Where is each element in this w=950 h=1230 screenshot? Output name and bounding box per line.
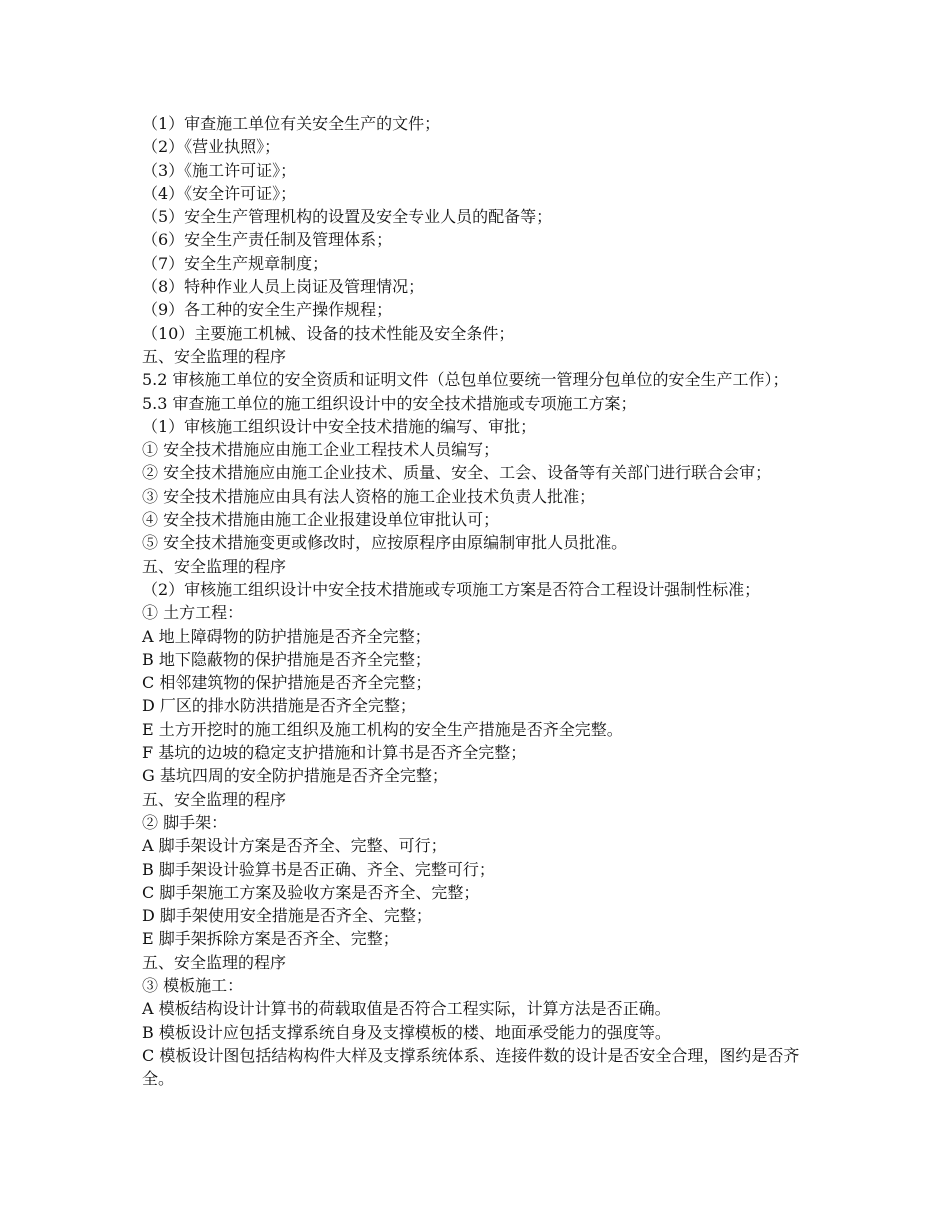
text-line: ⑤ 安全技术措施变更或修改时，应按原程序由原编制审批人员批准。	[142, 533, 628, 553]
text-line: （7）安全生产规章制度；	[142, 253, 329, 273]
section-heading: 五、安全监理的程序	[142, 556, 287, 576]
text-line: D 厂区的排水防洪措施是否齐全完整；	[142, 696, 416, 716]
text-line: （8）特种作业人员上岗证及管理情况；	[142, 277, 425, 297]
text-line: ③ 安全技术措施应由具有法人资格的施工企业技术负责人批准；	[142, 486, 596, 506]
text-line: C 脚手架施工方案及验收方案是否齐全、完整；	[142, 882, 480, 902]
text-line: C 模板设计图包括结构构件大样及支撑系统体系、连接件数的设计是否安全合理，图约是否齐全。	[142, 1045, 800, 1089]
text-line: （2）审核施工组织设计中安全技术措施或专项施工方案是否符合工程设计强制性标准；	[142, 579, 761, 599]
text-line: A 脚手架设计方案是否齐全、完整、可行；	[142, 836, 447, 856]
text-line: D 脚手架使用安全措施是否齐全、完整；	[142, 906, 432, 926]
section-heading: 五、安全监理的程序	[142, 789, 287, 809]
text-line: 5.3 审查施工单位的施工组织设计中的安全技术措施或专项施工方案；	[142, 393, 637, 413]
text-line: B 地下隐蔽物的保护措施是否齐全完整；	[142, 649, 431, 669]
text-line: ③ 模板施工：	[142, 975, 244, 995]
text-line: （4）《安全许可证》；	[142, 183, 297, 203]
text-line: A 模板结构设计计算书的荷载取值是否符合工程实际，计算方法是否正确。	[142, 999, 671, 1019]
text-line: C 相邻建筑物的保护措施是否齐全完整；	[142, 673, 432, 693]
text-line: ② 脚手架：	[142, 812, 228, 832]
text-line: （10）主要施工机械、设备的技术性能及安全条件；	[142, 323, 515, 343]
text-line: B 模板设计应包括支撑系统自身及支撑模板的楼、地面承受能力的强度等。	[142, 1022, 671, 1042]
text-line: （5）安全生产管理机构的设置及安全专业人员的配备等；	[142, 207, 553, 227]
text-line: ④ 安全技术措施由施工企业报建设单位审批认可；	[142, 510, 500, 530]
text-line: ① 土方工程：	[142, 603, 244, 623]
text-line: E 脚手架拆除方案是否齐全、完整；	[142, 929, 399, 949]
section-heading: 五、安全监理的程序	[142, 952, 287, 972]
section-heading: 五、安全监理的程序	[142, 346, 287, 366]
text-line: ② 安全技术措施应由施工企业技术、质量、安全、工会、设备等有关部门进行联合会审；	[142, 463, 772, 483]
text-line: （1）审查施工单位有关安全生产的文件；	[142, 114, 441, 133]
text-line: F 基坑的边坡的稳定支护措施和计算书是否齐全完整；	[142, 743, 527, 763]
text-line: 5.2 审核施工单位的安全资质和证明文件（总包单位要统一管理分包单位的安全生产工作）；	[142, 370, 789, 390]
text-line: E 土方开挖时的施工组织及施工机构的安全生产措施是否齐全完整。	[142, 719, 623, 739]
text-line: （9）各工种的安全生产操作规程；	[142, 300, 393, 320]
text-line: （2）《营业执照》；	[142, 137, 281, 157]
text-line: G 基坑四周的安全防护措施是否齐全完整；	[142, 766, 448, 786]
text-line: A 地上障碍物的防护措施是否齐全完整；	[142, 626, 431, 646]
text-line: （1）审核施工组织设计中安全技术措施的编写、审批；	[142, 416, 537, 436]
text-line: （6）安全生产责任制及管理体系；	[142, 230, 393, 250]
text-line: ① 安全技术措施应由施工企业工程技术人员编写；	[142, 440, 500, 460]
text-line: B 脚手架设计验算书是否正确、齐全、完整可行；	[142, 859, 495, 879]
text-line: （3）《施工许可证》；	[142, 160, 297, 180]
document-body	[142, 112, 818, 1090]
